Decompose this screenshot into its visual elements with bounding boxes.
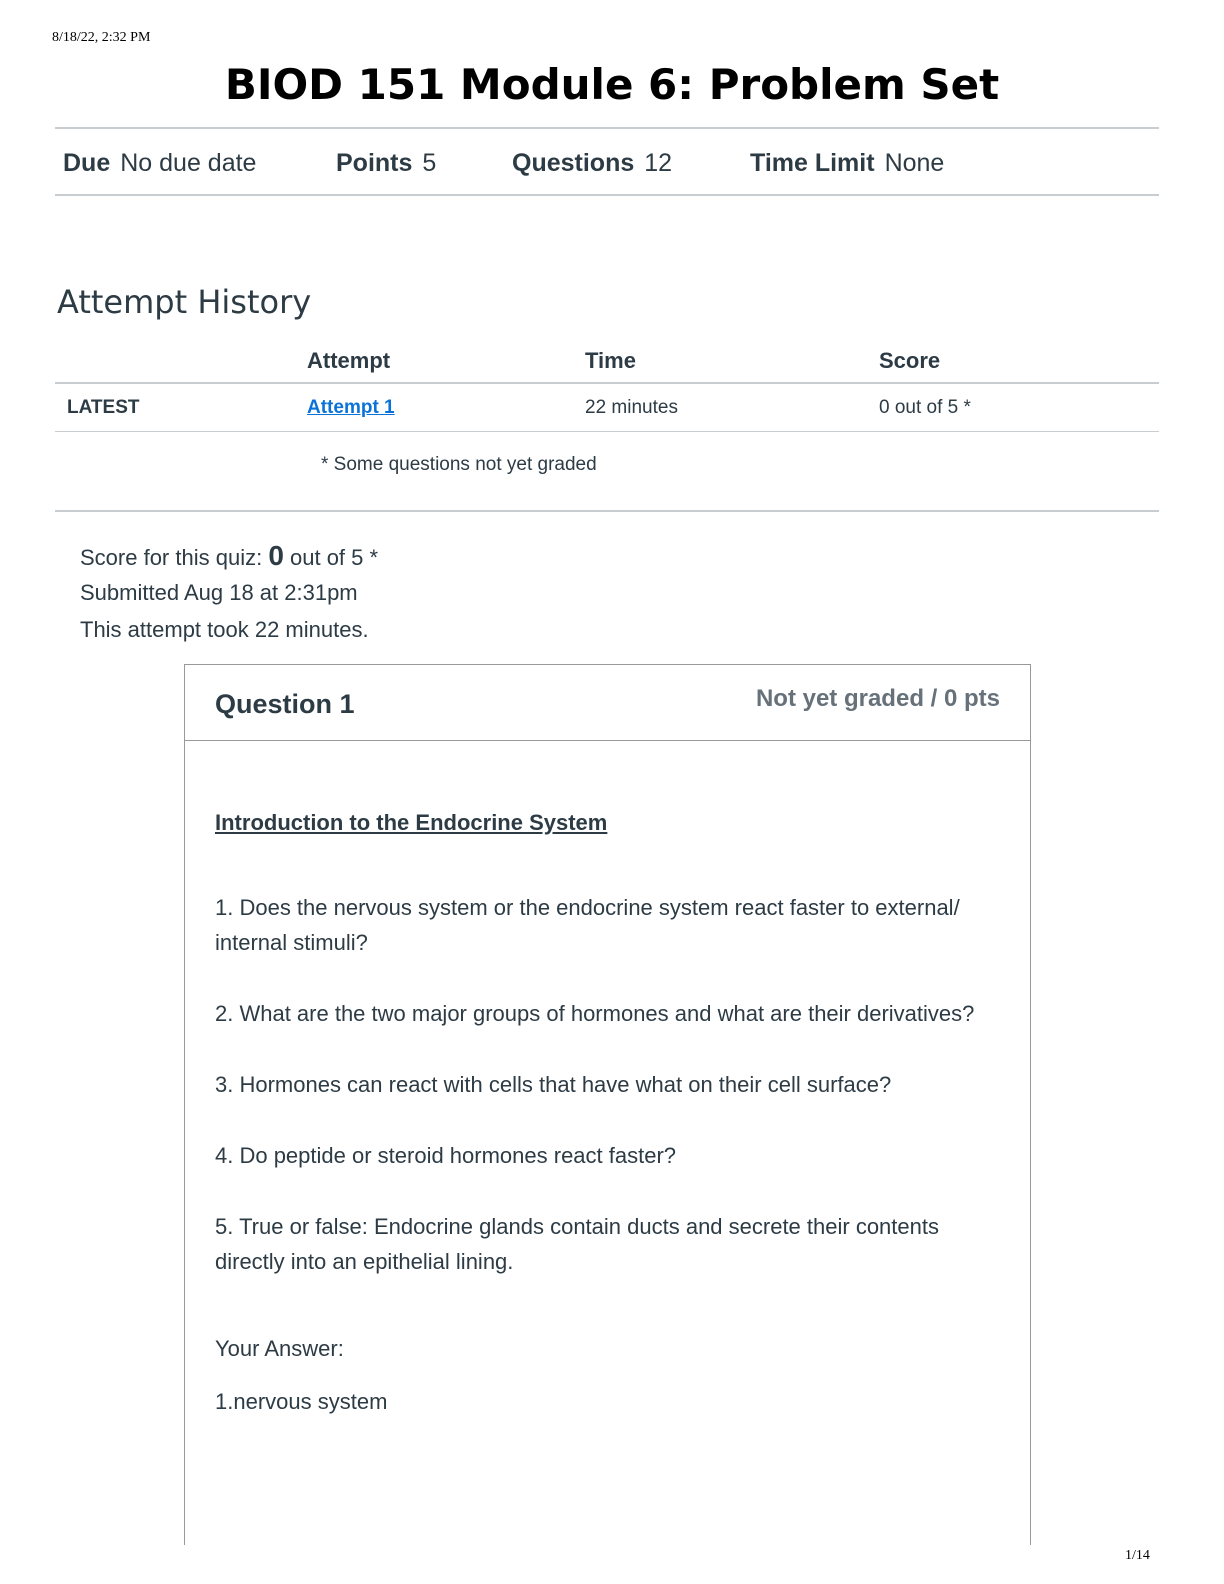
your-answer-label: Your Answer:	[215, 1336, 344, 1361]
column-header-score: Score	[879, 348, 941, 373]
question-card	[184, 664, 1031, 1545]
table-header-divider	[55, 382, 1159, 384]
table-row-divider	[55, 431, 1159, 432]
question-title: Question 1	[215, 689, 355, 719]
attempt-score: 0 out of 5 *	[879, 397, 971, 418]
question-header	[185, 665, 1030, 741]
column-header-attempt: Attempt	[307, 348, 391, 373]
column-header-time: Time	[585, 348, 636, 373]
question-item: 5. True or false: Endocrine glands contain ducts and secrete their contents directly into an epithelial lining.	[215, 1214, 939, 1274]
meta-questions-label: Questions	[512, 149, 635, 177]
grading-footnote: * Some questions not yet graded	[321, 454, 597, 475]
question-grade-status: Not yet graded / 0 pts	[755, 685, 1000, 712]
score-line	[80, 540, 378, 577]
meta-time-limit-value: None	[884, 149, 945, 177]
meta-time-limit	[750, 149, 944, 178]
meta-due-value: No due date	[120, 149, 257, 177]
question-item: 2. What are the two major groups of hormones and what are their derivatives?	[215, 1001, 975, 1026]
meta-points-value: 5	[422, 149, 437, 177]
quiz-summary	[80, 540, 378, 651]
score-value: 0	[268, 540, 284, 571]
attempt-history-heading: Attempt History	[57, 283, 312, 321]
score-prefix: Score for this quiz:	[80, 545, 269, 570]
latest-badge: LATEST	[67, 397, 140, 418]
question-item: 3. Hormones can react with cells that have what on their cell surface?	[215, 1072, 892, 1097]
submitted-line: Submitted Aug 18 at 2:31pm	[80, 580, 358, 605]
meta-points	[336, 149, 436, 178]
answer-text: 1.nervous system	[215, 1389, 388, 1414]
quiz-meta-bar	[55, 127, 1159, 196]
meta-points-label: Points	[336, 149, 413, 177]
meta-questions	[512, 149, 672, 178]
attempt-1-link[interactable]: Attempt 1	[307, 397, 395, 418]
question-subtitle: Introduction to the Endocrine System	[215, 810, 608, 835]
page-number: 1/14	[1125, 1548, 1150, 1563]
meta-due-label: Due	[63, 149, 111, 177]
attempt-time: 22 minutes	[585, 397, 678, 418]
question-body	[215, 805, 1005, 1419]
duration-line: This attempt took 22 minutes.	[80, 617, 369, 642]
meta-time-limit-label: Time Limit	[750, 149, 875, 177]
quiz-title: BIOD 151 Module 6: Problem Set	[224, 60, 1000, 109]
meta-due	[63, 149, 256, 178]
question-item: 4. Do peptide or steroid hormones react faster?	[215, 1143, 677, 1168]
score-suffix: out of 5 *	[283, 545, 379, 570]
section-divider	[55, 510, 1159, 512]
print-timestamp: 8/18/22, 2:32 PM	[52, 30, 151, 45]
question-item: 1. Does the nervous system or the endocrine system react faster to external/ internal stimuli?	[215, 895, 960, 955]
meta-questions-value: 12	[644, 149, 673, 177]
